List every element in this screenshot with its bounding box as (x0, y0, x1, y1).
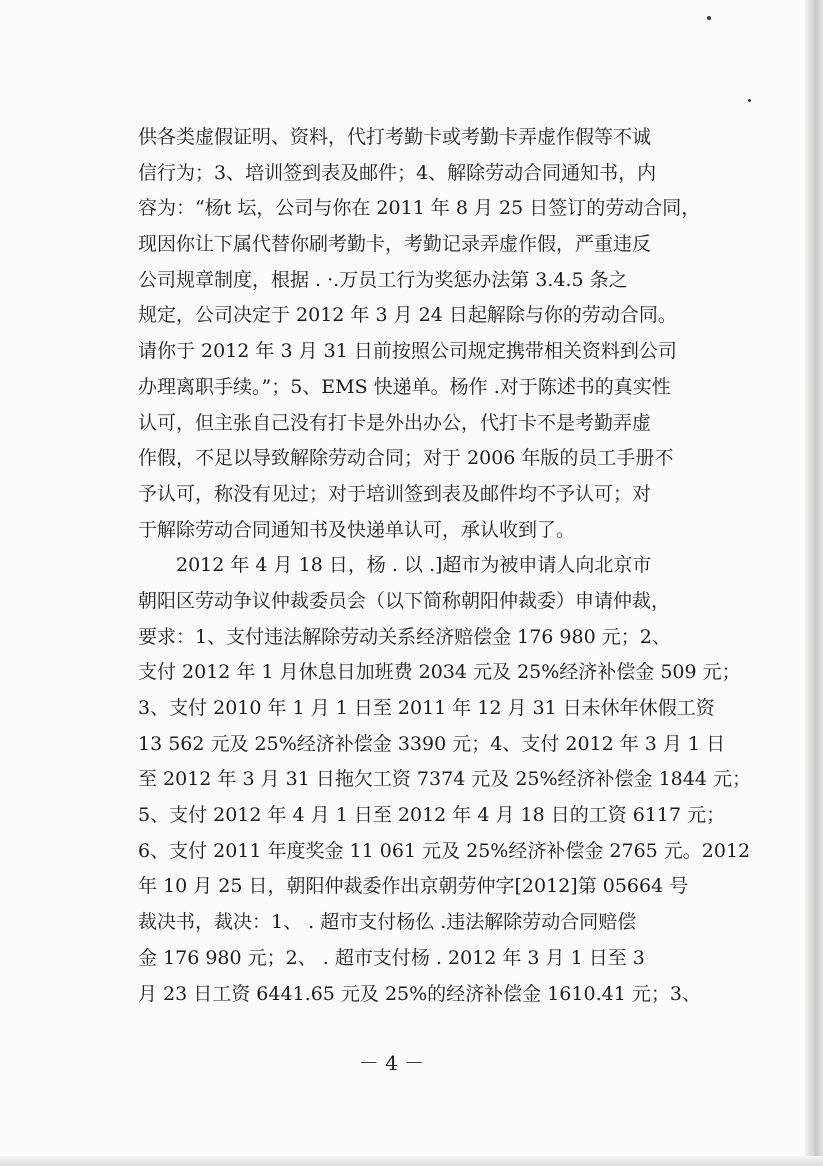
document-body (138, 120, 750, 1012)
text-line: 2012 年 4 月 18 日，杨 . 以 .]超市为被申请人向北京市 (138, 554, 652, 577)
page-bottom-shadow (0, 1156, 823, 1166)
text-line: 朝阳区劳动争议仲裁委员会（以下简称朝阳仲裁委）申请仲裁， (138, 589, 671, 612)
text-line: 于解除劳动合同通知书及快递单认可，承认收到了。 (138, 518, 576, 541)
text-line: 6、支付 2011 年度奖金 11 061 元及 25%经济补偿金 2765 元。2012 (138, 839, 751, 862)
text-line: 作假，不足以导致解除劳动合同；对于 2006 年版的员工手册不 (138, 447, 674, 470)
text-line: 现因你让下属代替你刷考勤卡，考勤记录弄虚作假，严重违反 (138, 233, 652, 256)
scan-speck (748, 99, 751, 102)
text-line: 5、支付 2012 年 4 月 1 日至 2012 年 4 月 18 日的工资 6117 元； (138, 804, 726, 827)
text-line: 容为：“杨t 坛，公司与你在 2011 年 8 月 25 日签订的劳动合同， (138, 197, 701, 220)
text-line: 办理离职手续。”；5、EMS 快递单。杨作 .对于陈述书的真实性 (138, 375, 671, 398)
scan-speck (707, 16, 711, 20)
page-edge-shadow (805, 0, 823, 1166)
text-line: 年 10 月 25 日，朝阳仲裁委作出京朝劳仲字[2012]第 05664 号 (138, 875, 689, 898)
text-line: 请你于 2012 年 3 月 31 日前按照公司规定携带相关资料到公司 (138, 340, 677, 363)
text-line: 公司规章制度，根据 . ·.万员工行为奖惩办法第 3.4.5 条之 (138, 268, 628, 291)
text-line: 信行为；3、培训签到表及邮件；4、解除劳动合同通知书，内 (138, 161, 657, 184)
text-line: 要求：1、支付违法解除劳动关系经济赔偿金 176 980 元；2、 (138, 625, 671, 648)
text-line: 供各类虚假证明、资料，代打考勤卡或考勤卡弄虚作假等不诚 (138, 126, 652, 148)
text-line: 予认可，称没有见过；对于培训签到表及邮件均不予认可；对 (138, 482, 652, 505)
text-line: 月 23 日工资 6441.65 元及 25%的经济补偿金 1610.41 元；3、 (138, 982, 701, 1005)
text-line: 金 176 980 元；2、 . 超市支付杨 . 2012 年 3 月 1 日至 3 (138, 946, 645, 969)
text-line: 规定，公司决定于 2012 年 3 月 24 日起解除与你的劳动合同。 (138, 304, 677, 327)
text-line: 裁决书，裁决：1、 . 超市支付杨仫 .违法解除劳动合同赔偿 (138, 911, 637, 934)
text-line: 支付 2012 年 1 月休息日加班费 2034 元及 25%经济补偿金 509 元； (138, 661, 741, 684)
text-line: 至 2012 年 3 月 31 日拖欠工资 7374 元及 25%经济补偿金 1844 元； (138, 768, 751, 791)
page-number: － 4 － (358, 1051, 425, 1075)
text-line: 认可，但主张自己没有打卡是外出办公，代打卡不是考勤弄虚 (138, 411, 652, 434)
text-line: 3、支付 2010 年 1 月 1 日至 2011 年 12 月 31 日未休年休假工资 (138, 697, 715, 719)
text-line: 13 562 元及 25%经济补偿金 3390 元；4、支付 2012 年 3 月 1 日 (138, 732, 726, 755)
